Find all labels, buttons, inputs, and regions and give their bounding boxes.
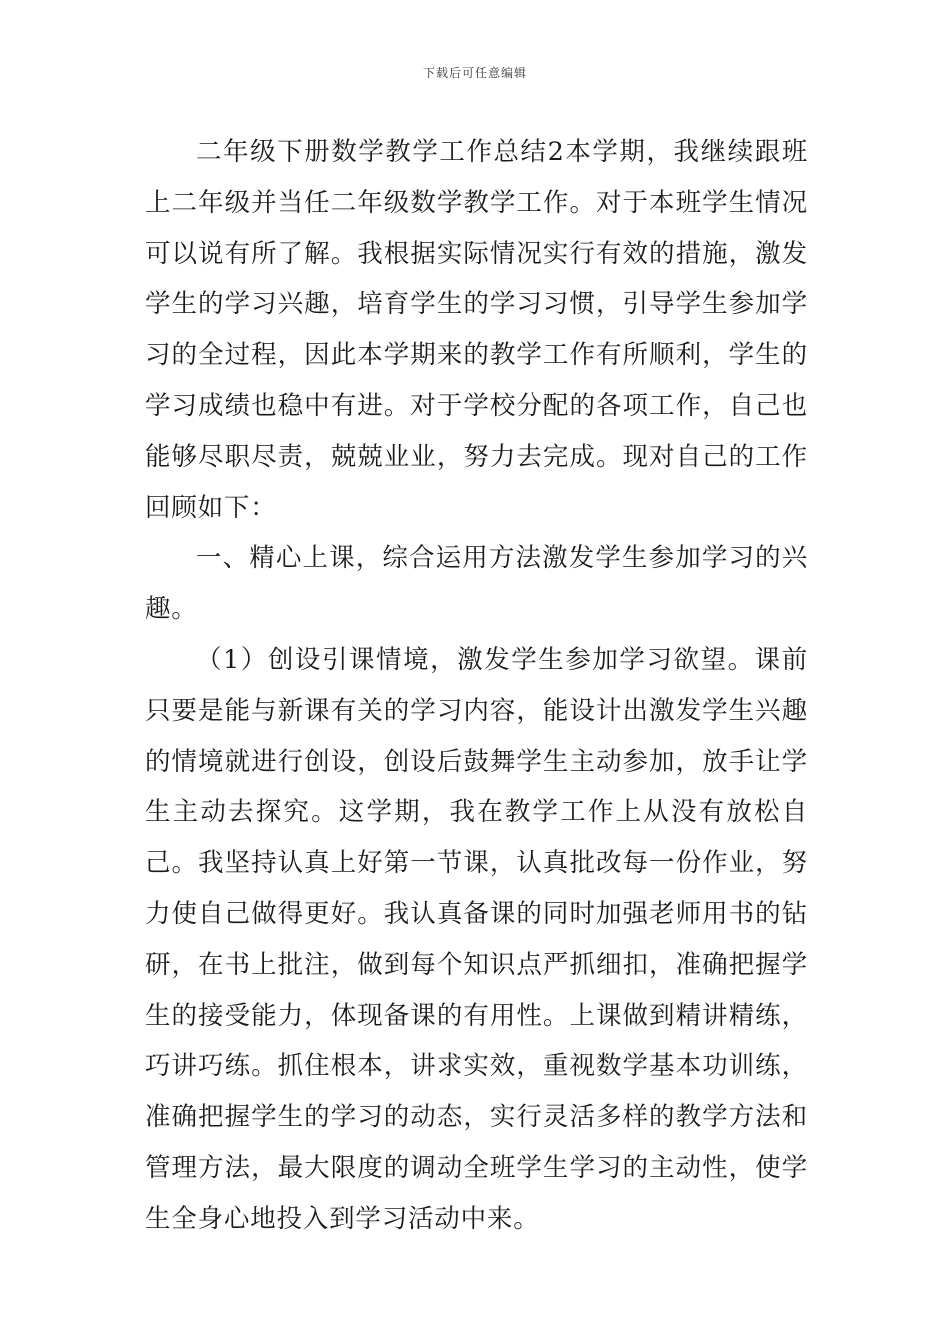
paragraph-intro: 二年级下册数学教学工作总结2本学期，我继续跟班上二年级并当任二年级数学教学工作。对于本班学生情况可以说有所了解。我根据实际情况实行有效的措施，激发学生的学习兴趣，培育学生的学习习惯，引导学生参加学习的全过程，因此本学期来的教学工作有所顺利，学生的学习成绩也稳中有进。对于学校分配的各项工作，自己也能够尽职尽责，兢兢业业，努力去完成。现对自己的工作回顾如下： bbox=[145, 137, 808, 523]
header-note: 下载后可任意编辑 bbox=[422, 66, 527, 80]
document-body bbox=[145, 127, 808, 1245]
paragraph-item-one: （1）创设引课情境，激发学生参加学习欲望。课前只要是能与新课有关的学习内容，能设计出激发学生兴趣的情境就进行创设，创设后鼓舞学生主动参加，放手让学生主动去探究。这学期，我在教学工作上从没有放松自己。我坚持认真上好第一节课，认真批改每一份作业，努力使自己做得更好。我认真备课的同时加强老师用书的钻研，在书上批注，做到每个知识点严抓细扣，准确把握学生的接受能力，体现备课的有用性。上课做到精讲精练，巧讲巧练。抓住根本，讲求实效，重视数学基本功训练，准确把握学生的学习的动态，实行灵活多样的教学方法和管理方法，最大限度的调动全班学生学习的主动性，使学生全身心地投入到学习活动中来。 bbox=[145, 644, 808, 1234]
paragraph-section-one-heading: 一、精心上课，综合运用方法激发学生参加学习的兴趣。 bbox=[145, 543, 808, 625]
